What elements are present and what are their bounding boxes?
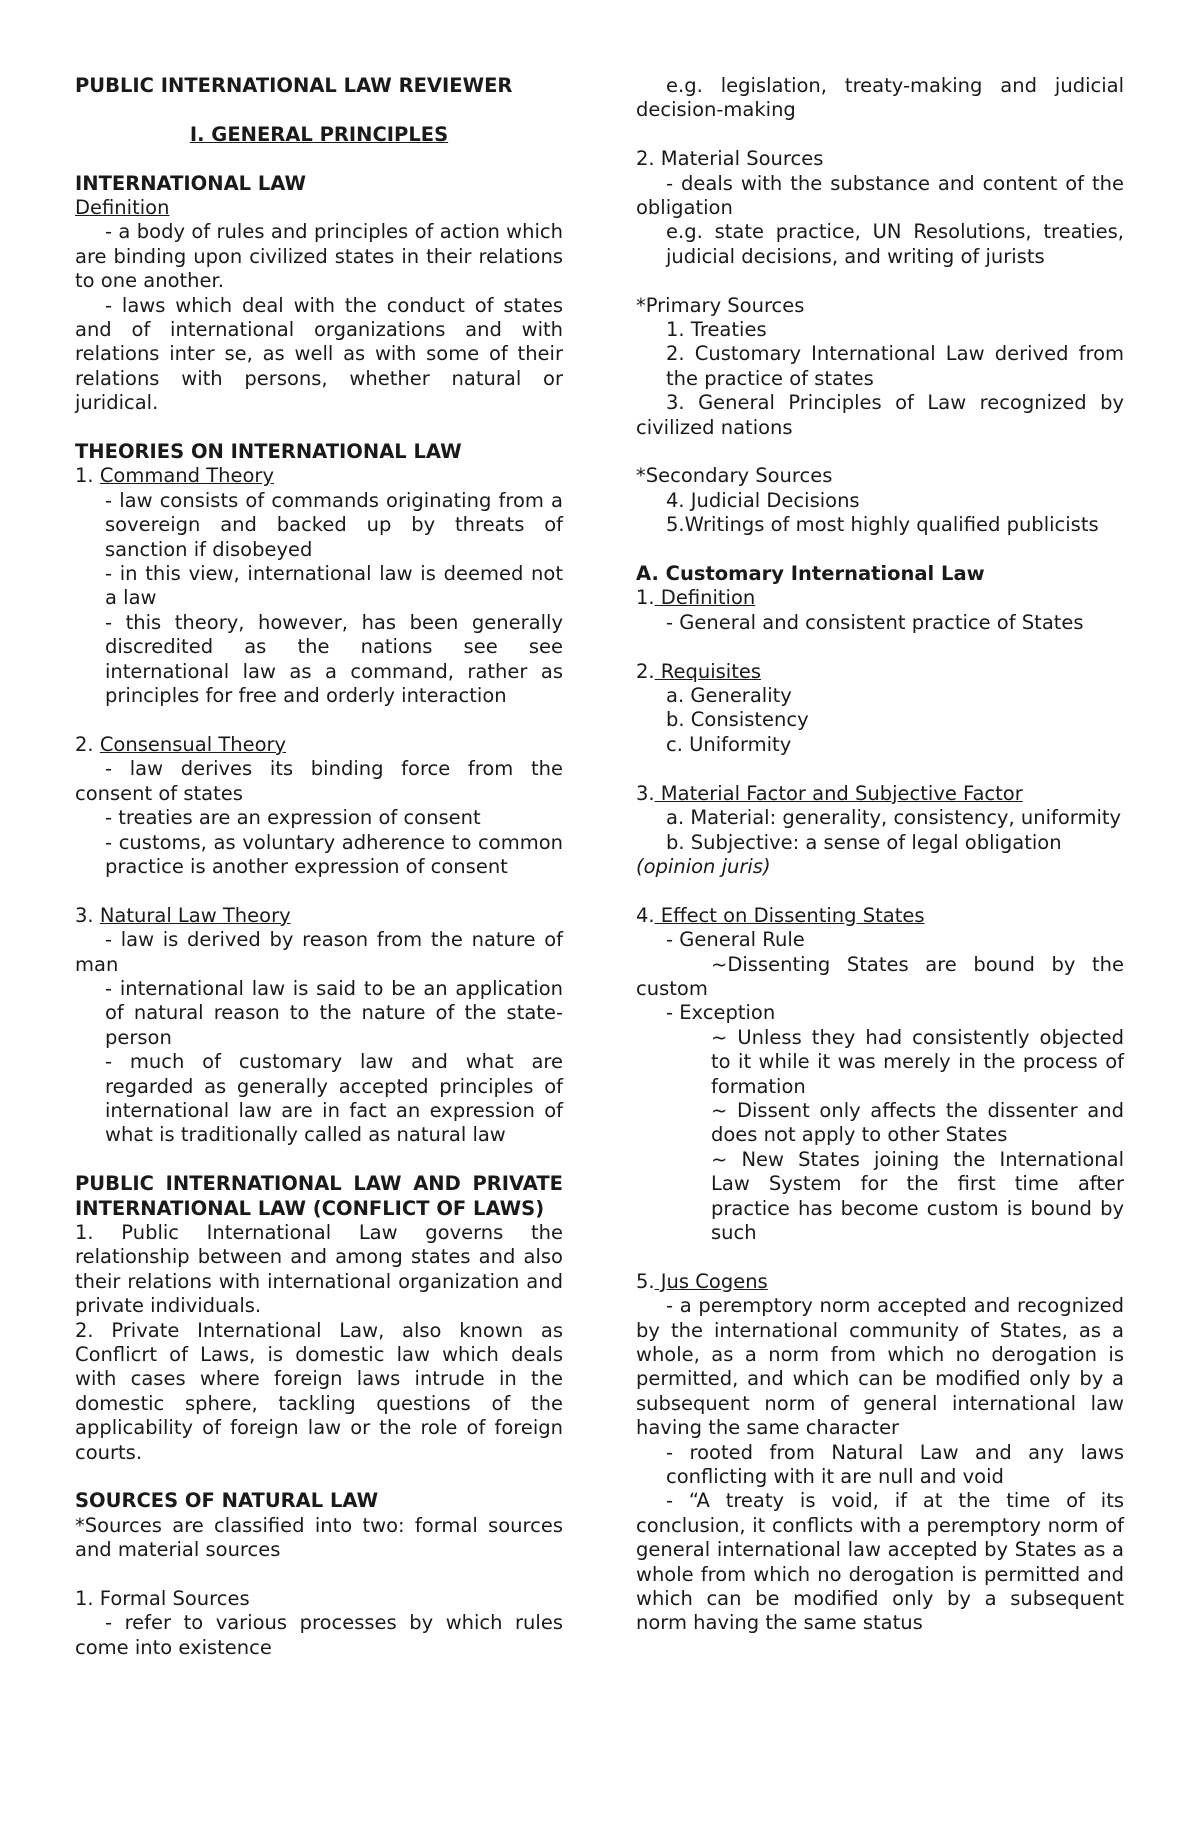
general-rule-label: - General Rule	[666, 928, 805, 952]
consensual-theory-point-1: - law derives its binding force from the consent of states	[75, 757, 563, 805]
definition-paragraph-1: - a body of rules and principles of action which are binding upon civilized states in their relations to one another.	[75, 220, 563, 293]
exception-1: ~ Unless they had consistently objected to it while it was merely in the process of formation	[711, 1025, 1124, 1098]
primary-source-3: 3. General Principles of Law recognized by civilized nations	[636, 391, 1124, 439]
exception-2: ~ Dissent only affects the dissenter and does not apply to other States	[711, 1098, 1124, 1147]
formal-sources-paragraph: - refer to various processes by which rules come into existence	[75, 1611, 563, 1659]
primary-source-2: 2. Customary International Law derived from the practice of states	[666, 342, 1124, 390]
secondary-source-4: 4. Judicial Decisions	[666, 488, 860, 512]
command-theory-point-3: - this theory, however, has been generally discredited as the nations see see international law as a command, rather as principles for free and orderly interaction	[105, 610, 563, 708]
public-private-paragraph-1: 1. Public International Law governs the relationship between and among states and also their relations with international organization and private individuals.	[75, 1221, 563, 1318]
dissenting-states-label: 4. Effect on Dissenting States	[636, 903, 925, 927]
customary-definition-paragraph: - General and consistent practice of States	[666, 610, 1084, 634]
secondary-sources-label: *Secondary Sources	[636, 464, 833, 488]
sources-intro: *Sources are classified into two: formal sources and material sources	[75, 1513, 563, 1562]
natural-law-theory-label: 3. Natural Law Theory	[75, 903, 291, 927]
natural-law-point-2: - international law is said to be an application of natural reason to the nature of the state-person	[105, 976, 563, 1049]
material-subjective-label: 3. Material Factor and Subjective Factor	[636, 781, 1023, 805]
jus-cogens-paragraph-3: - “A treaty is void, if at the time of its conclusion, it conflicts with a peremptory norm of general international law accepted by States as a whole from which no derogation is permitted and which can be modified only by a subsequent norm having the same status	[636, 1489, 1124, 1635]
sources-heading: SOURCES OF NATURAL LAW	[75, 1489, 379, 1513]
natural-law-point-1: - law is derived by reason from the nature of man	[75, 928, 563, 976]
right-column	[636, 74, 1124, 1636]
public-private-paragraph-2: 2. Private International Law, also known as Conflicrt of Laws, is domestic law which deals with cases where foreign laws intrude in the domestic sphere, tackling questions of the applicability of foreign law or the role of foreign courts.	[75, 1318, 563, 1464]
opinion-juris: (opinion juris)	[636, 854, 771, 878]
jus-cogens-label: 5. Jus Cogens	[636, 1269, 768, 1293]
material-sources-paragraph: - deals with the substance and content of the obligation	[636, 171, 1124, 220]
consensual-theory-point-2: - treaties are an expression of consent	[105, 806, 481, 830]
primary-sources-label: *Primary Sources	[636, 293, 805, 317]
exception-label: - Exception	[666, 1001, 776, 1025]
natural-law-point-3: - much of customary law and what are regarded as generally accepted principles of international law are in fact an expression of what is traditionally called as natural law	[105, 1050, 563, 1147]
material-sources-example: e.g. state practice, UN Resolutions, treaties, judicial decisions, and writing of jurists	[666, 220, 1124, 268]
requisite-a: a. Generality	[666, 684, 792, 708]
requisite-b: b. Consistency	[666, 708, 809, 732]
section-heading: I. GENERAL PRINCIPLES	[189, 122, 449, 146]
consensual-theory-point-3: - customs, as voluntary adherence to common practice is another expression of consent	[105, 830, 563, 878]
definition-label: Definition	[75, 196, 170, 219]
material-sources-label: 2. Material Sources	[636, 147, 824, 171]
theories-heading: THEORIES ON INTERNATIONAL LAW	[75, 440, 462, 464]
command-theory-label: 1. Command Theory	[75, 464, 274, 488]
definition-paragraph-2: - laws which deal with the conduct of states and of international organizations and with relations inter se, as well as with some of their relations with persons, whether natural or juridical.	[75, 293, 563, 415]
subjective-factor: b. Subjective: a sense of legal obligation	[666, 830, 1062, 854]
jus-cogens-paragraph-1: - a peremptory norm accepted and recognized by the international community of States, as a whole, as a norm from which no derogation is permitted, and which can be modified only by a subsequent norm of general international law having the same character	[636, 1294, 1124, 1440]
intl-law-heading: INTERNATIONAL LAW	[75, 171, 307, 195]
consensual-theory-label: 2. Consensual Theory	[75, 732, 287, 756]
command-theory-point-2: - in this view, international law is deemed not a law	[105, 562, 563, 610]
primary-source-1: 1. Treaties	[666, 318, 767, 342]
general-rule-paragraph: ~Dissenting States are bound by the custom	[636, 952, 1124, 1000]
material-factor: a. Material: generality, consistency, uniformity	[666, 806, 1122, 830]
requisites-label: 2. Requisites	[636, 659, 762, 683]
requisite-c: c. Uniformity	[666, 732, 792, 756]
exception-3: ~ New States joining the International Law System for the first time after practice has become custom is bound by such	[711, 1147, 1124, 1244]
left-column	[75, 74, 563, 1660]
document-title: PUBLIC INTERNATIONAL LAW REVIEWER	[75, 74, 513, 97]
secondary-source-5: 5.Writings of most highly qualified publicists	[666, 513, 1099, 537]
formal-sources-example: e.g. legislation, treaty-making and judicial decision-making	[636, 74, 1124, 122]
formal-sources-label: 1. Formal Sources	[75, 1587, 250, 1611]
customary-definition-label: 1. Definition	[636, 586, 756, 610]
jus-cogens-paragraph-2: - rooted from Natural Law and any laws conflicting with it are null and void	[666, 1440, 1124, 1489]
customary-law-heading: A. Customary International Law	[636, 562, 985, 586]
command-theory-point-1: - law consists of commands originating from a sovereign and backed up by threats of sanction if disobeyed	[105, 488, 563, 561]
public-private-heading: PUBLIC INTERNATIONAL LAW AND PRIVATE INTERNATIONAL LAW (CONFLICT OF LAWS)	[75, 1172, 563, 1220]
